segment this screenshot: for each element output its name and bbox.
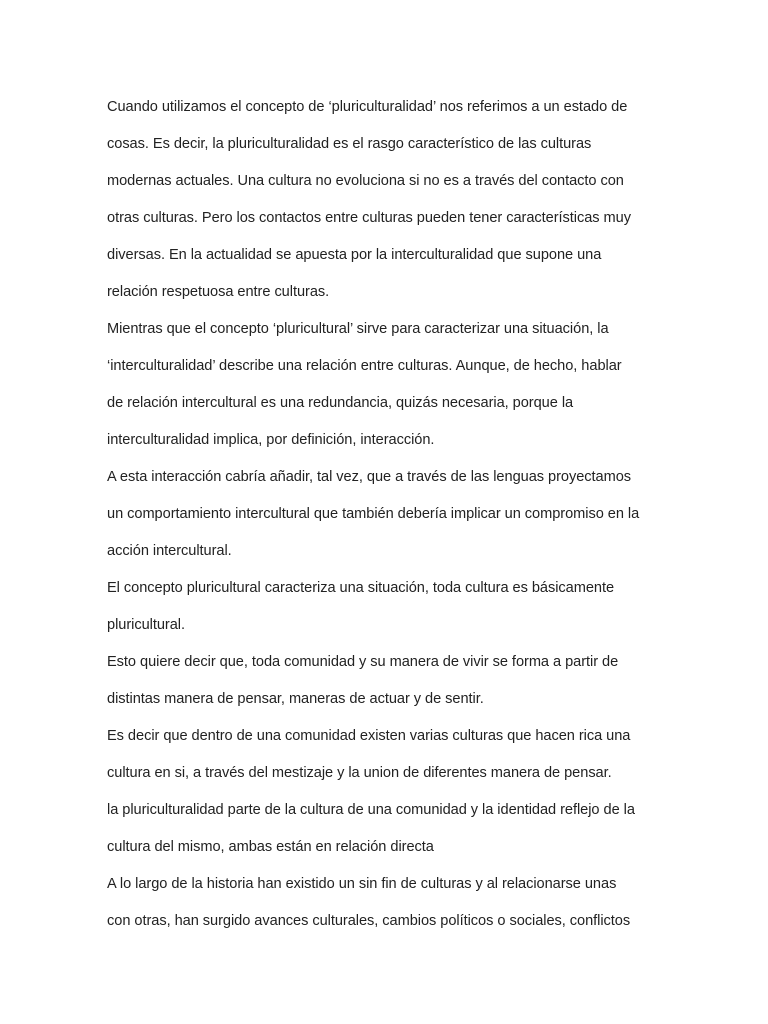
text-line: relación respetuosa entre culturas. — [107, 284, 330, 300]
text-line: Mientras que el concepto ‘pluricultural’ sirve para caracterizar una situación, la — [107, 321, 609, 337]
text-line: El concepto pluricultural caracteriza una situación, toda cultura es básicamente — [107, 580, 615, 596]
text-line: cultura en si, a través del mestizaje y la union de diferentes manera de pensar. — [107, 765, 612, 781]
text-line: diversas. En la actualidad se apuesta por la interculturalidad que supone una — [107, 247, 602, 263]
text-line: cultura del mismo, ambas están en relación directa — [107, 839, 434, 855]
text-line: pluricultural. — [107, 617, 185, 633]
text-line: otras culturas. Pero los contactos entre culturas pueden tener características muy — [107, 210, 631, 226]
document-body-text — [107, 89, 677, 940]
text-line: distintas manera de pensar, maneras de actuar y de sentir. — [107, 691, 484, 707]
text-line: acción intercultural. — [107, 543, 232, 559]
text-line: con otras, han surgido avances culturales, cambios políticos o sociales, conflictos — [107, 913, 631, 929]
text-line: modernas actuales. Una cultura no evoluciona si no es a través del contacto con — [107, 173, 624, 189]
text-line: ‘interculturalidad’ describe una relación entre culturas. Aunque, de hecho, hablar — [107, 358, 622, 374]
text-line: Es decir que dentro de una comunidad existen varias culturas que hacen rica una — [107, 728, 631, 744]
text-line: A lo largo de la historia han existido un sin fin de culturas y al relacionarse unas — [107, 876, 617, 892]
text-line: la pluriculturalidad parte de la cultura de una comunidad y la identidad reflejo de la — [107, 802, 635, 818]
text-line: A esta interacción cabría añadir, tal vez, que a través de las lenguas proyectamos — [107, 469, 632, 485]
text-line: cosas. Es decir, la pluriculturalidad es el rasgo característico de las culturas — [107, 136, 592, 152]
text-line: un comportamiento intercultural que también debería implicar un compromiso en la — [107, 506, 640, 522]
text-line: de relación intercultural es una redundancia, quizás necesaria, porque la — [107, 395, 574, 411]
text-line: interculturalidad implica, por definición, interacción. — [107, 432, 435, 448]
text-line: Cuando utilizamos el concepto de ‘pluriculturalidad’ nos referimos a un estado de — [107, 99, 628, 115]
text-line: Esto quiere decir que, toda comunidad y su manera de vivir se forma a partir de — [107, 654, 619, 670]
